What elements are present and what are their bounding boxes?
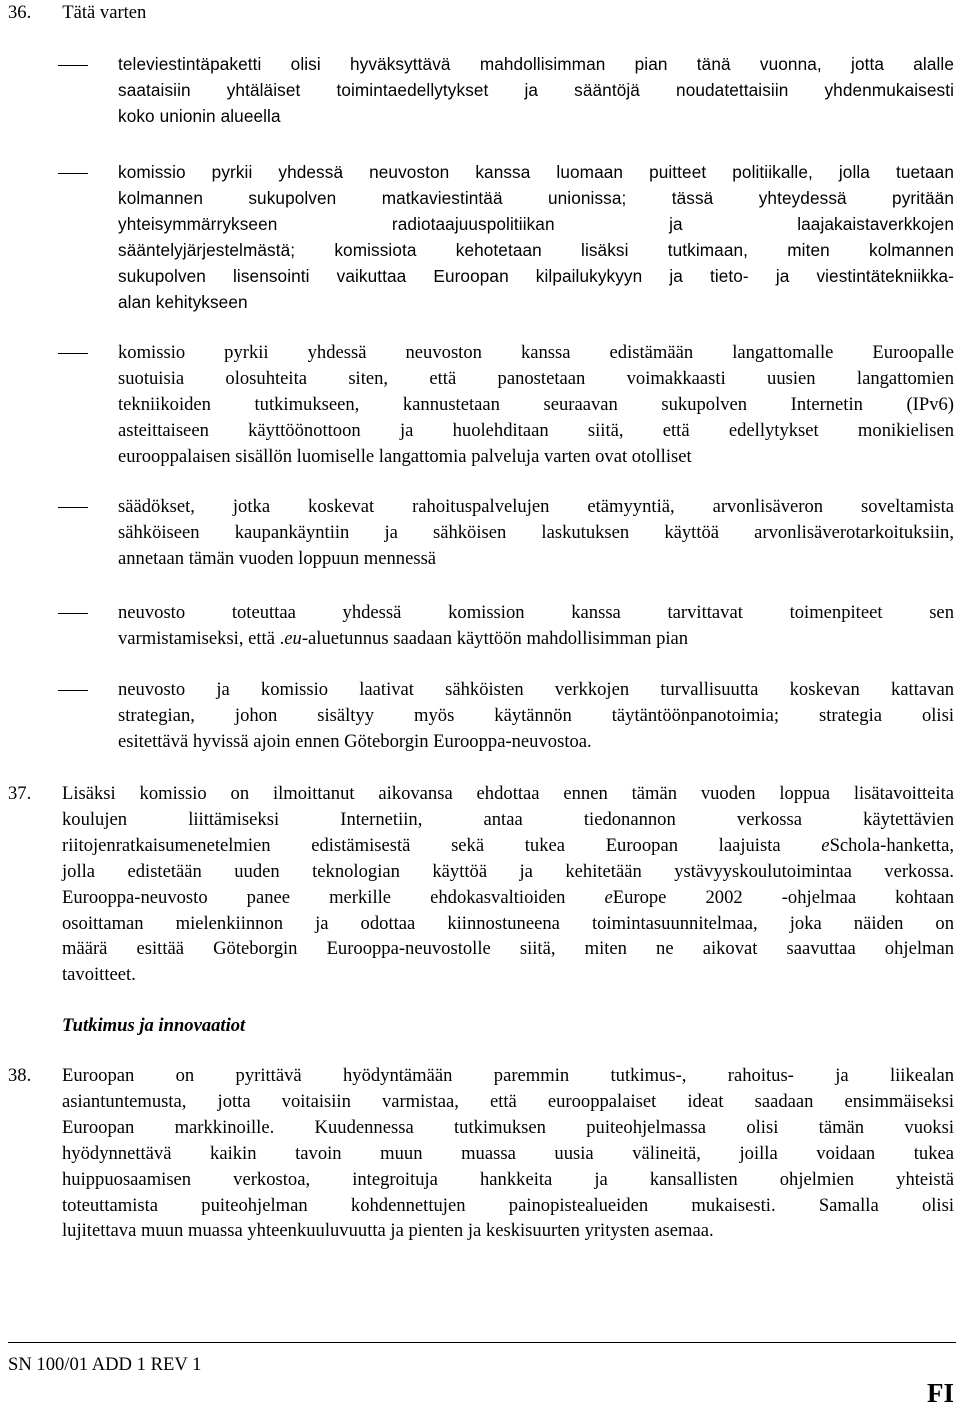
bullet-dash — [58, 507, 88, 508]
bullet-4 — [118, 494, 954, 572]
bullet-5 — [118, 600, 954, 652]
bullet-line: säädökset, jotka koskevat rahoituspalvelujen etämyyntiä, arvonlisäveron soveltamista — [118, 496, 954, 517]
para-line — [62, 885, 954, 911]
bullet-line — [118, 626, 954, 652]
text-segment: riitojenratkaisumenetelmien edistämisestä sekä tukea Euroopan laajuista — [62, 834, 781, 856]
para-line: asiantuntemusta, jotta voitaisiin varmistaa, että eurooppalaiset ideat saadaan ensimmäiseksi — [62, 1090, 954, 1112]
bullet-line: asteittaiseen käyttöönottoon ja huolehditaan siitä, että edellytykset monikielisen — [118, 419, 954, 441]
text-segment: Schola-hanketta, — [829, 834, 954, 856]
bullet-line: koko unionin alueella — [118, 105, 281, 126]
section-heading: Tutkimus ja innovaatiot — [62, 1015, 246, 1036]
domain-eu: eu — [284, 627, 302, 649]
bullet-line: suotuisia olosuhteita siten, että panostetaan voimakkaasti uusien langattomien — [118, 367, 954, 389]
text-segment: varmistamiseksi, että . — [118, 627, 285, 649]
section-37-body — [62, 781, 954, 988]
para-line: koulujen liittämiseksi Internetiin, antaa tiedonannon verkossa käytettävien — [62, 808, 954, 830]
para-line: toteuttamista puiteohjelman kohdennettujen painopistealueiden mukaisesti. Samalla olisi — [62, 1194, 954, 1216]
bullet-1 — [118, 52, 954, 130]
footer-rule — [8, 1342, 956, 1343]
para-line: tavoitteet. — [62, 964, 136, 986]
bullet-line: neuvosto toteuttaa yhdessä komission kanssa tarvittavat toimenpiteet sen — [118, 602, 954, 623]
bullet-line: tekniikoiden tutkimukseen, kannustetaan seuraavan sukupolven Internetin (IPv6) — [118, 393, 954, 415]
bullet-line: annetaan tämän vuoden loppuun mennessä — [118, 547, 437, 569]
language-code: FI — [927, 1378, 954, 1408]
para-line: määrä esittää Göteborgin Eurooppa-neuvostolle siitä, miten ne aikovat saavuttaa ohjelman — [62, 938, 954, 960]
bullet-2 — [118, 160, 954, 315]
bullet-dash — [58, 65, 88, 66]
bullet-line: esitettävä hyvissä ajoin ennen Göteborgin Eurooppa-neuvostoa. — [118, 730, 592, 752]
para-line: osoittaman mielenkiinnon ja odottaa kiinnostuneena toimintasuunnitelmaa, joka näiden on — [62, 912, 954, 934]
bullet-line: strategian, johon sisältyy myös käytännön täytäntöönpanotoimia; strategia olisi — [118, 704, 954, 726]
bullet-line: sääntelyjärjestelmästä; komissiota kehotetaan lisäksi tutkimaan, miten kolmannen — [118, 239, 954, 260]
bullet-line: yhteisymmärrykseen radiotaajuuspolitiikan ja laajakaistaverkkojen — [118, 213, 954, 234]
para-line: Lisäksi komissio on ilmoittanut aikovansa ehdottaa ennen tämän vuoden loppua lisätavoitteita — [62, 783, 954, 804]
para-line: lujitettava muun muassa yhteenkuuluvuutta ja pienten ja keskisuurten yritysten asemaa. — [62, 1220, 714, 1242]
section-38-body — [62, 1063, 954, 1244]
bullet-dash — [58, 613, 88, 614]
para-line: Euroopan markkinoille. Kuudennessa tutkimuksen puiteohjelmassa olisi tämän vuoksi — [62, 1116, 954, 1138]
bullet-line: sukupolven lisensointi vaikuttaa Euroopan kilpailukykyyn ja tieto- ja viestintätekniikka- — [118, 265, 954, 286]
bullet-3 — [118, 340, 954, 470]
text-segment: -aluetunnus saadaan käyttöön mahdollisimman pian — [301, 627, 689, 649]
bullet-line: komissio pyrkii yhdessä neuvoston kanssa edistämään langattomalle Euroopalle — [118, 342, 954, 363]
bullet-line: neuvosto ja komissio laativat sähköisten verkkojen turvallisuutta koskevan kattavan — [118, 679, 954, 700]
section-title: Tätä varten — [62, 2, 147, 23]
e-prefix: e — [604, 886, 613, 908]
bullet-line: eurooppalaisen sisällön luomiselle langattomia palveluja varten ovat otolliset — [118, 445, 692, 467]
bullet-line: alan kehitykseen — [118, 291, 248, 312]
para-line: hyödynnettävä kaikin tavoin muun muassa uusia välineitä, joilla voidaan tukea — [62, 1142, 954, 1164]
section-37-number: 37. — [8, 783, 32, 804]
bullet-dash — [58, 690, 88, 691]
section-38-number: 38. — [8, 1065, 32, 1086]
bullet-dash — [58, 353, 88, 354]
document-reference: SN 100/01 ADD 1 REV 1 — [8, 1354, 202, 1375]
bullet-6 — [118, 677, 954, 755]
bullet-line: komissio pyrkii yhdessä neuvoston kanssa luomaan puitteet politiikalle, jolla tuetaan — [118, 162, 954, 182]
bullet-line: televiestintäpaketti olisi hyväksyttävä mahdollisimman pian tänä vuonna, jotta alalle — [118, 54, 954, 74]
e-prefix: e — [821, 834, 830, 856]
bullet-line: sähköiseen kaupankäyntiin ja sähköisen laskutuksen käyttöä arvonlisäverotarkoituksiin, — [118, 521, 954, 543]
bullet-line: saataisiin yhtäläiset toimintaedellytykset ja sääntöjä noudatettaisiin yhdenmukaisesti — [118, 79, 954, 100]
bullet-line: kolmannen sukupolven matkaviestintää unionissa; tässä yhteydessä pyritään — [118, 187, 954, 208]
text-segment: Europe 2002 -ohjelmaa kohtaan — [612, 886, 954, 908]
para-line — [62, 833, 954, 859]
para-line: Euroopan on pyrittävä hyödyntämään paremmin tutkimus-, rahoitus- ja liikealan — [62, 1065, 954, 1086]
text-segment: Eurooppa-neuvosto panee merkille ehdokasvaltioiden — [62, 886, 566, 908]
para-line: huippuosaamisen verkostoa, integroituja hankkeita ja kansallisten ohjelmien yhteistä — [62, 1168, 954, 1190]
section-number: 36. — [8, 2, 32, 23]
bullet-dash — [58, 173, 88, 174]
para-line: jolla edistetään uuden teknologian käyttöä ja kehitetään ystävyyskoulutoimintaa verkossa. — [62, 860, 954, 882]
section-36-header — [8, 0, 146, 26]
